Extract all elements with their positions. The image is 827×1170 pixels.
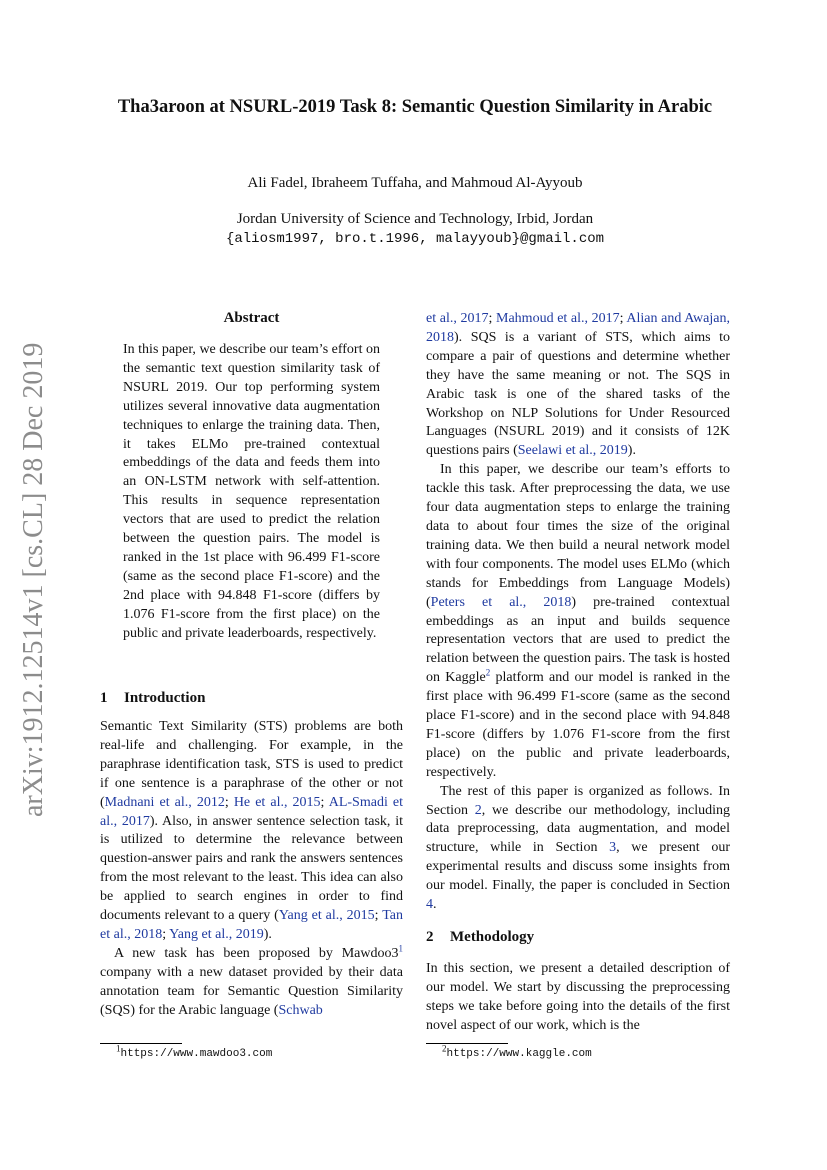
right-column-body bbox=[426, 310, 730, 915]
methodology-paragraph-1: In this section, we present a detailed description of our model. We start by discussing the preprocessing steps we take before going into the details of the first novel aspect of our work, which is the bbox=[426, 961, 730, 1033]
section-ref-link[interactable]: 4 bbox=[426, 897, 433, 913]
citation-link[interactable]: Yang et al., 2019 bbox=[169, 926, 264, 942]
intro-section-title: Introduction bbox=[124, 690, 206, 706]
author-list: Ali Fadel, Ibraheem Tuffaha, and Mahmoud Al-Ayyoub bbox=[247, 175, 583, 191]
intro-section-heading bbox=[100, 690, 205, 707]
right-paragraph-2: The rest of this paper is organized as follows. In Section 2, we describe our methodology, including data preprocessing, data augmentation, and model structure, while in Section 3, we present our experimental results and discuss some insights from our model. Finally, the paper is concluded in Section 4. bbox=[426, 783, 730, 913]
methodology-section-number: 2 bbox=[426, 929, 434, 945]
footnote-2: $^2$https://www.kaggle.com bbox=[442, 1043, 592, 1060]
right-paragraph-1: In this paper, we describe our team’s efforts to tackle this task. After preprocessing the data, we use four data augmentation steps to enlarge the training data to about four times the size of the original training data. We then build a neural network model with four components. The model uses ELMo (which stands for Embeddings from Language Models) (Peters et al., 2018) pre-trained contextual embeddings as an input and builds sequence representation vectors that are used to predict the relation between the question pairs. The task is hosted on Kaggle$^2$ platform and our model is ranked in the first place with 96.499 F1-score (same as the second place F1-score) and in the second place with 94.848 F1-score (differs by 1.076 F1-score from the first place) on the public and private leaderboards, respectively. bbox=[426, 462, 730, 780]
citation-link[interactable]: He et al., 2015 bbox=[233, 794, 321, 810]
methodology-section-heading bbox=[426, 929, 534, 946]
citation-link[interactable]: Schwab bbox=[278, 1002, 323, 1018]
intro-body bbox=[100, 718, 403, 1021]
citation-link[interactable]: Yang et al., 2015 bbox=[278, 908, 375, 924]
paper-title: Tha3aroon at NSURL-2019 Task 8: Semantic Question Similarity in Arabic bbox=[117, 97, 713, 117]
abstract-text: In this paper, we describe our team’s effort on the semantic text question similarity task of NSURL 2019. Our top performing system utilizes several innovative data augmentation techniques to enlarge the training data. Then, it takes ELMo pre-trained contextual embeddings of the data and feeds them into an ON-LSTM network with self-attention. This results in sequence representation vectors that are used to predict the relation between the question pairs. The model is ranked in the 1st place with 96.499 F1-score (same as the second place F1-score) and the 2nd place with 94.848 F1-score (differs by 1.076 F1-score from the first place) on the public and private leaderboards, respectively. bbox=[123, 342, 380, 641]
right-paragraph-0: et al., 2017; Mahmoud et al., 2017; Alian and Awajan, 2018). SQS is a variant of STS, which aims to compare a pair of questions and determine whether they have the same meaning or not. The SQS in Arabic task is one of the shared tasks of the Workshop on NLP Solutions for Under Resourced Languages (NSURL 2019) and it consists of 12K questions pairs (Seelawi et al., 2019). bbox=[426, 311, 730, 459]
footnote-1-url[interactable]: https://www.mawdoo3.com bbox=[120, 1048, 273, 1060]
footnote-marker[interactable]: 2 bbox=[485, 667, 491, 678]
footnote-rule bbox=[426, 1043, 508, 1044]
footnote-1: $^1$https://www.mawdoo3.com bbox=[116, 1043, 273, 1060]
footnote-marker[interactable]: 1 bbox=[398, 943, 403, 954]
citation-link[interactable]: Madnani et al., 2012 bbox=[104, 794, 225, 810]
intro-paragraph-2: A new task has been proposed by Mawdoo3$^1$ company with a new dataset provided by their data annotation team for Semantic Question Similarity (SQS) for the Arabic language (Schwab bbox=[100, 943, 403, 1018]
affiliation: Jordan University of Science and Technology, Irbid, Jordan bbox=[236, 211, 594, 227]
citation-link[interactable]: Alian and Awajan, 2018 bbox=[426, 311, 730, 345]
abstract-heading: Abstract bbox=[223, 310, 280, 326]
methodology-section-title: Methodology bbox=[450, 929, 535, 945]
citation-link[interactable]: Tan et al., 2018 bbox=[100, 908, 403, 942]
footnote-2-url[interactable]: https://www.kaggle.com bbox=[446, 1048, 592, 1060]
citation-link[interactable]: et al., 2017 bbox=[426, 311, 489, 326]
intro-section-number: 1 bbox=[100, 690, 108, 706]
methodology-body bbox=[426, 960, 730, 1036]
section-ref-link[interactable]: 2 bbox=[474, 802, 482, 818]
intro-paragraph-1: Semantic Text Similarity (STS) problems are both real-life and challenging. For example, in the paraphrase identification task, STS is used to predict if one sentence is a paraphrase of the other or not (Madnani et al., 2012; He et al., 2015; AL-Smadi et al., 2017). Also, in answer sentence selection task, it is utilized to determine the relevance between question-answer pairs and rank the answers sentences from the most relevant to the least. This idea can also be applied to search engines in order to find documents relevant to a query (Yang et al., 2015; Tan et al., 2018; Yang et al., 2019). bbox=[100, 719, 404, 942]
citation-link[interactable]: AL-Smadi et al., 2017 bbox=[100, 794, 404, 829]
citation-link[interactable]: Seelawi et al., 2019 bbox=[517, 443, 628, 459]
footnote-rule bbox=[100, 1043, 182, 1044]
section-ref-link[interactable]: 3 bbox=[609, 840, 617, 856]
author-emails: {aliosm1997, bro.t.1996, malayyoub}@gmail.com bbox=[225, 231, 605, 247]
arxiv-stamp: arXiv:1912.12514v1 [cs.CL] 28 Dec 2019 bbox=[18, 342, 49, 817]
citation-link[interactable]: Mahmoud et al., 2017 bbox=[496, 311, 620, 326]
citation-link[interactable]: Peters et al., 2018 bbox=[430, 594, 572, 610]
affiliation-block bbox=[100, 209, 730, 249]
